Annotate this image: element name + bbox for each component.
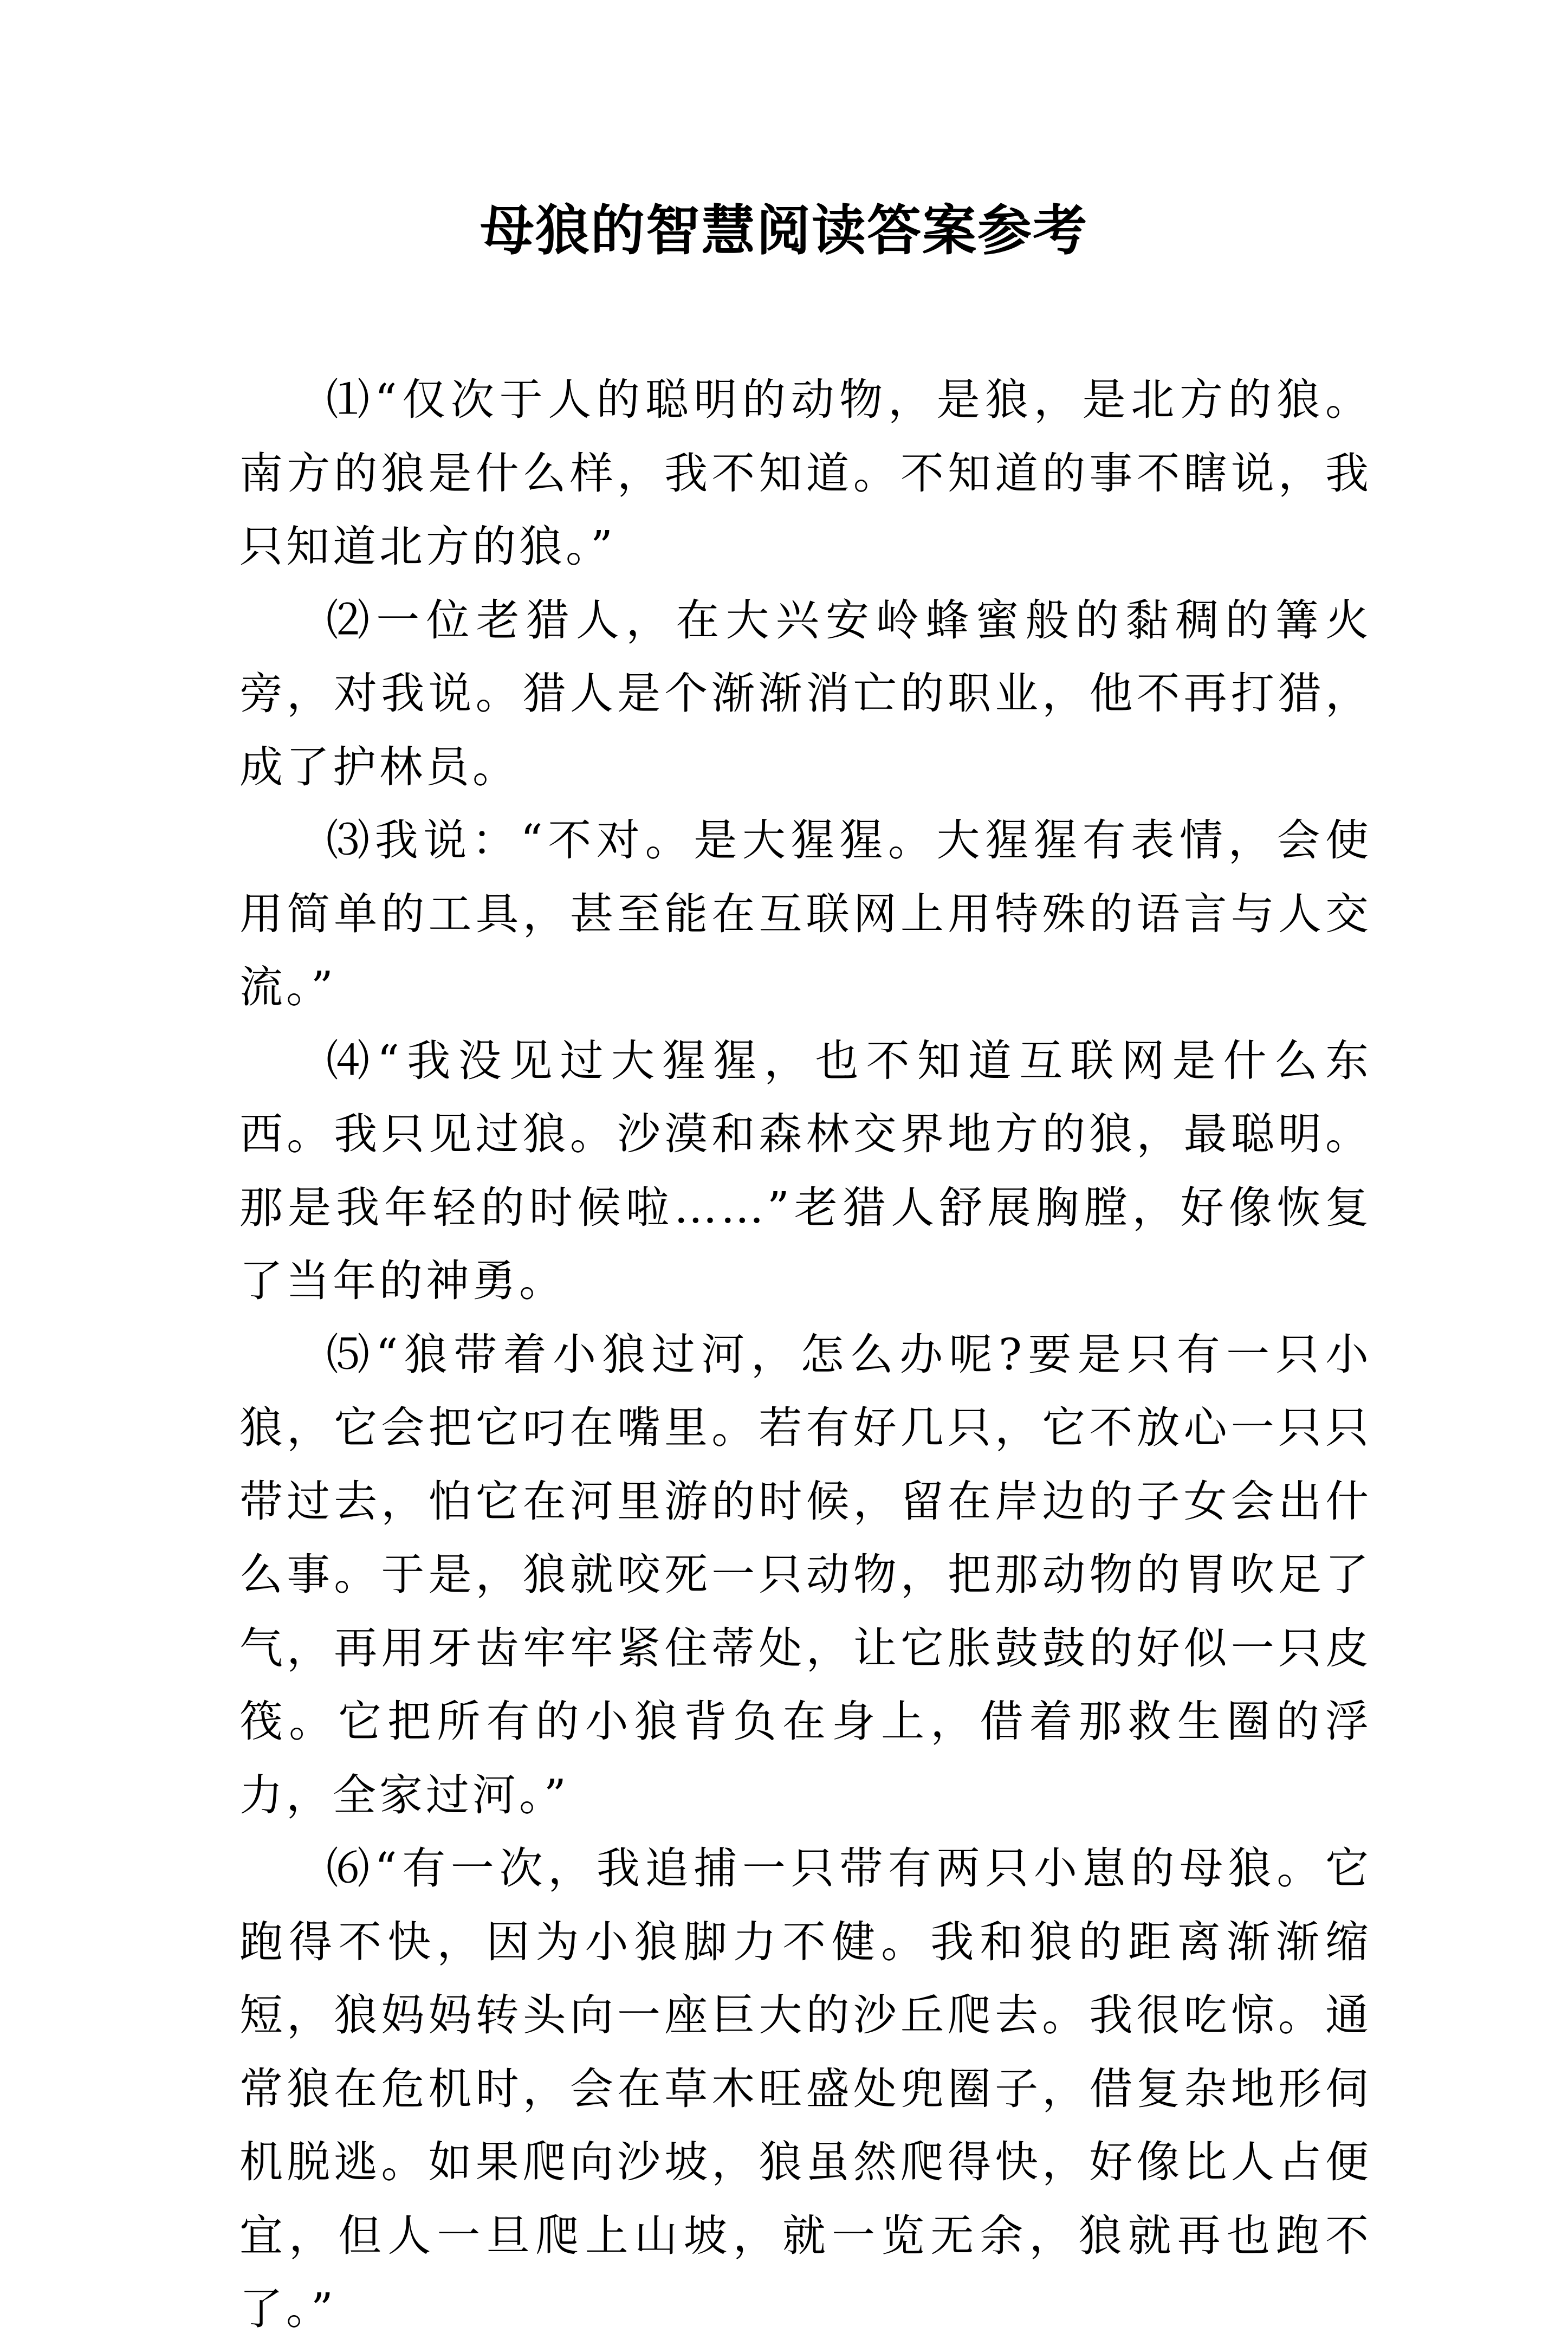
paragraph-5: ⑸“狼带着小狼过河，怎么办呢?要是只有一只小狼，它会把它叼在嘴里。若有好几只，它不放心一只只带过去，怕它在河里游的时候，留在岸边的子女会出什么事。于是，狼就咬死一只动物，把那动物的胃吹足了气，再用牙齿牢牢紧住蒂处，让它胀鼓鼓的好似一只皮筏。它把所有的小狼背负在身上，借着那救生圈的浮力，全家过河。” xyxy=(239,1329,1372,1820)
paragraph-1: ⑴“仅次于人的聪明的动物，是狼，是北方的狼。南方的狼是什么样，我不知道。不知道的事不瞎说，我只知道北方的狼。” xyxy=(239,374,1372,572)
paragraph-3: ⑶我说：“不对。是大猩猩。大猩猩有表情，会使用简单的工具，甚至能在互联网上用特殊的语言与人交流。” xyxy=(239,815,1372,1012)
paragraph-6: ⑹“有一次，我追捕一只带有两只小崽的母狼。它跑得不快，因为小狼脚力不健。我和狼的距离渐渐缩短，狼妈妈转头向一座巨大的沙丘爬去。我很吃惊。通常狼在危机时，会在草木旺盛处兜圈子，借复杂地形伺机脱逃。如果爬向沙坡，狼虽然爬得快，好像比人占便宜，但人一旦爬上山坡，就一览无余，狼就再也跑不了。” xyxy=(239,1843,1372,2334)
paragraph-4: ⑷“我没见过大猩猩，也不知道互联网是什么东西。我只见过狼。沙漠和森林交界地方的狼，最聪明。那是我年轻的时候啦……”老猎人舒展胸膛，好像恢复了当年的神勇。 xyxy=(239,1035,1372,1306)
document-body xyxy=(239,363,1372,2346)
document-title: 母狼的智慧阅读答案参考 xyxy=(480,198,1088,262)
paragraph-2: ⑵一位老猎人，在大兴安岭蜂蜜般的黏稠的篝火旁，对我说。猎人是个渐渐消亡的职业，他不再打猎，成了护林员。 xyxy=(239,594,1372,792)
